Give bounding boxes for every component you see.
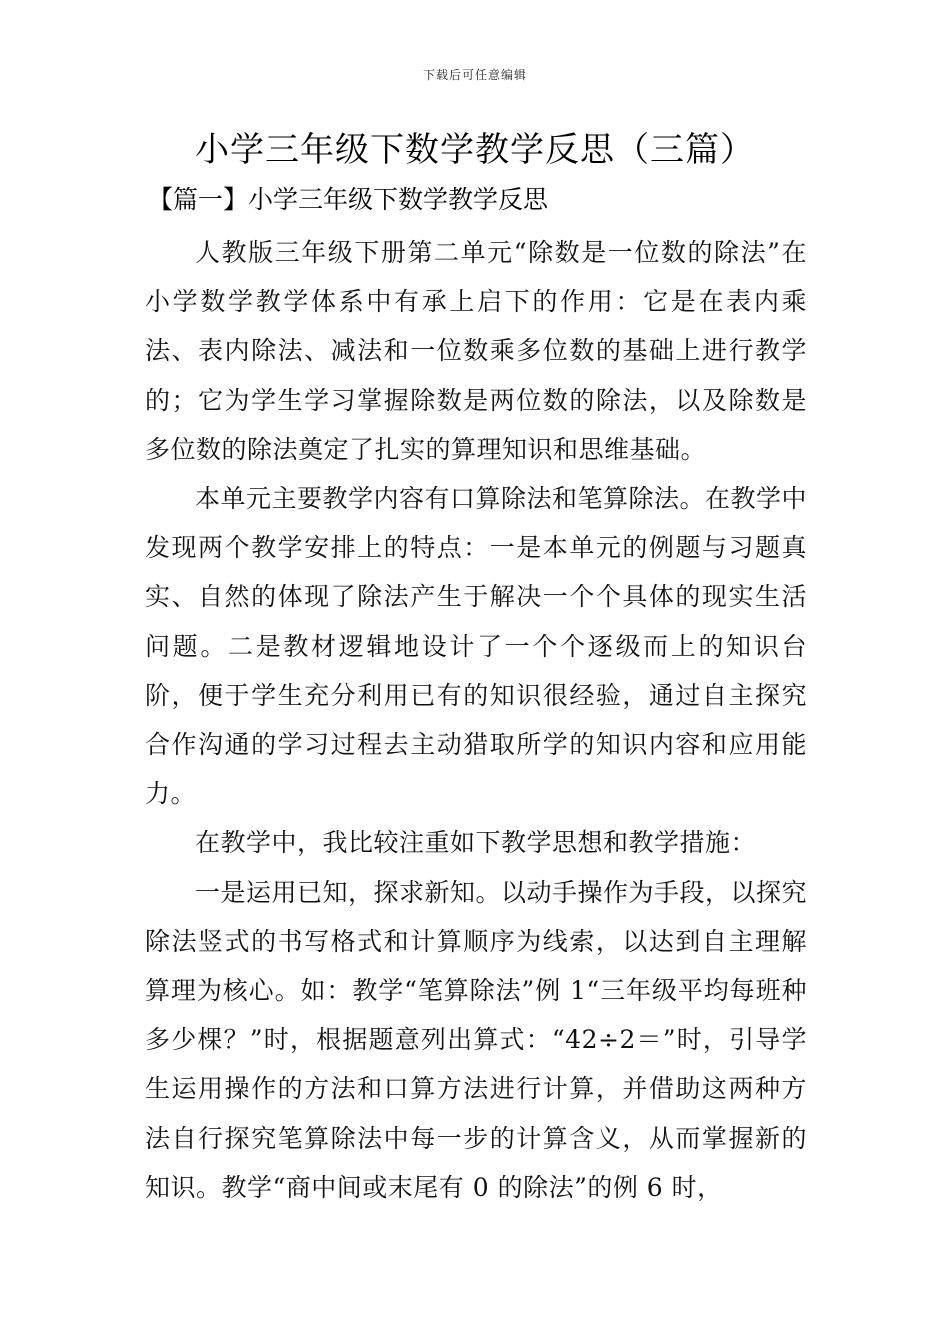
paragraph-1: 人教版三年级下册第二单元“除数是一位数的除法”在小学数学教学体系中有承上启下的作用：它是在表内乘法、表内除法、减法和一位数乘多位数的基础上进行教学的；它为学生学习掌握除数是两位数的除法，以及除数是多位数的除法奠定了扎实的算理知识和思维基础。 — [145, 238, 807, 464]
paragraph-3: 在教学中，我比较注重如下教学思想和教学措施： — [195, 828, 757, 858]
paragraph-4: 一是运用已知，探求新知。以动手操作为手段，以探究除法竖式的书写格式和计算顺序为线索，以达到自主理解算理为核心。如：教学“笔算除法”例 1“三年级平均每班种多少棵？”时，根据题意列出算式：“42÷2＝”时，引导学生运用操作的方法和口算方法进行计算，并借助这两种方法自行探究笔算除法中每一步的计算含义，从而掌握新的知识。教学“商中间或末尾有 0 的除法”的例 6 时， — [145, 877, 808, 1202]
document-title: 小学三年级下数学教学反思（三篇） — [195, 130, 755, 170]
section-heading: 【篇一】小学三年级下数学教学反思 — [148, 185, 549, 214]
header-note: 下载后可任意编辑 — [422, 68, 527, 82]
paragraph-2: 本单元主要教学内容有口算除法和笔算除法。在教学中发现两个教学安排上的特点：一是本单元的例题与习题真实、自然的体现了除法产生于解决一个个具体的现实生活问题。二是教材逻辑地设计了一个个逐级而上的知识台阶，便于学生充分利用已有的知识很经验，通过自主探究合作沟通的学习过程去主动猎取所学的知识内容和应用能力。 — [145, 484, 808, 809]
body-text — [145, 228, 807, 1212]
